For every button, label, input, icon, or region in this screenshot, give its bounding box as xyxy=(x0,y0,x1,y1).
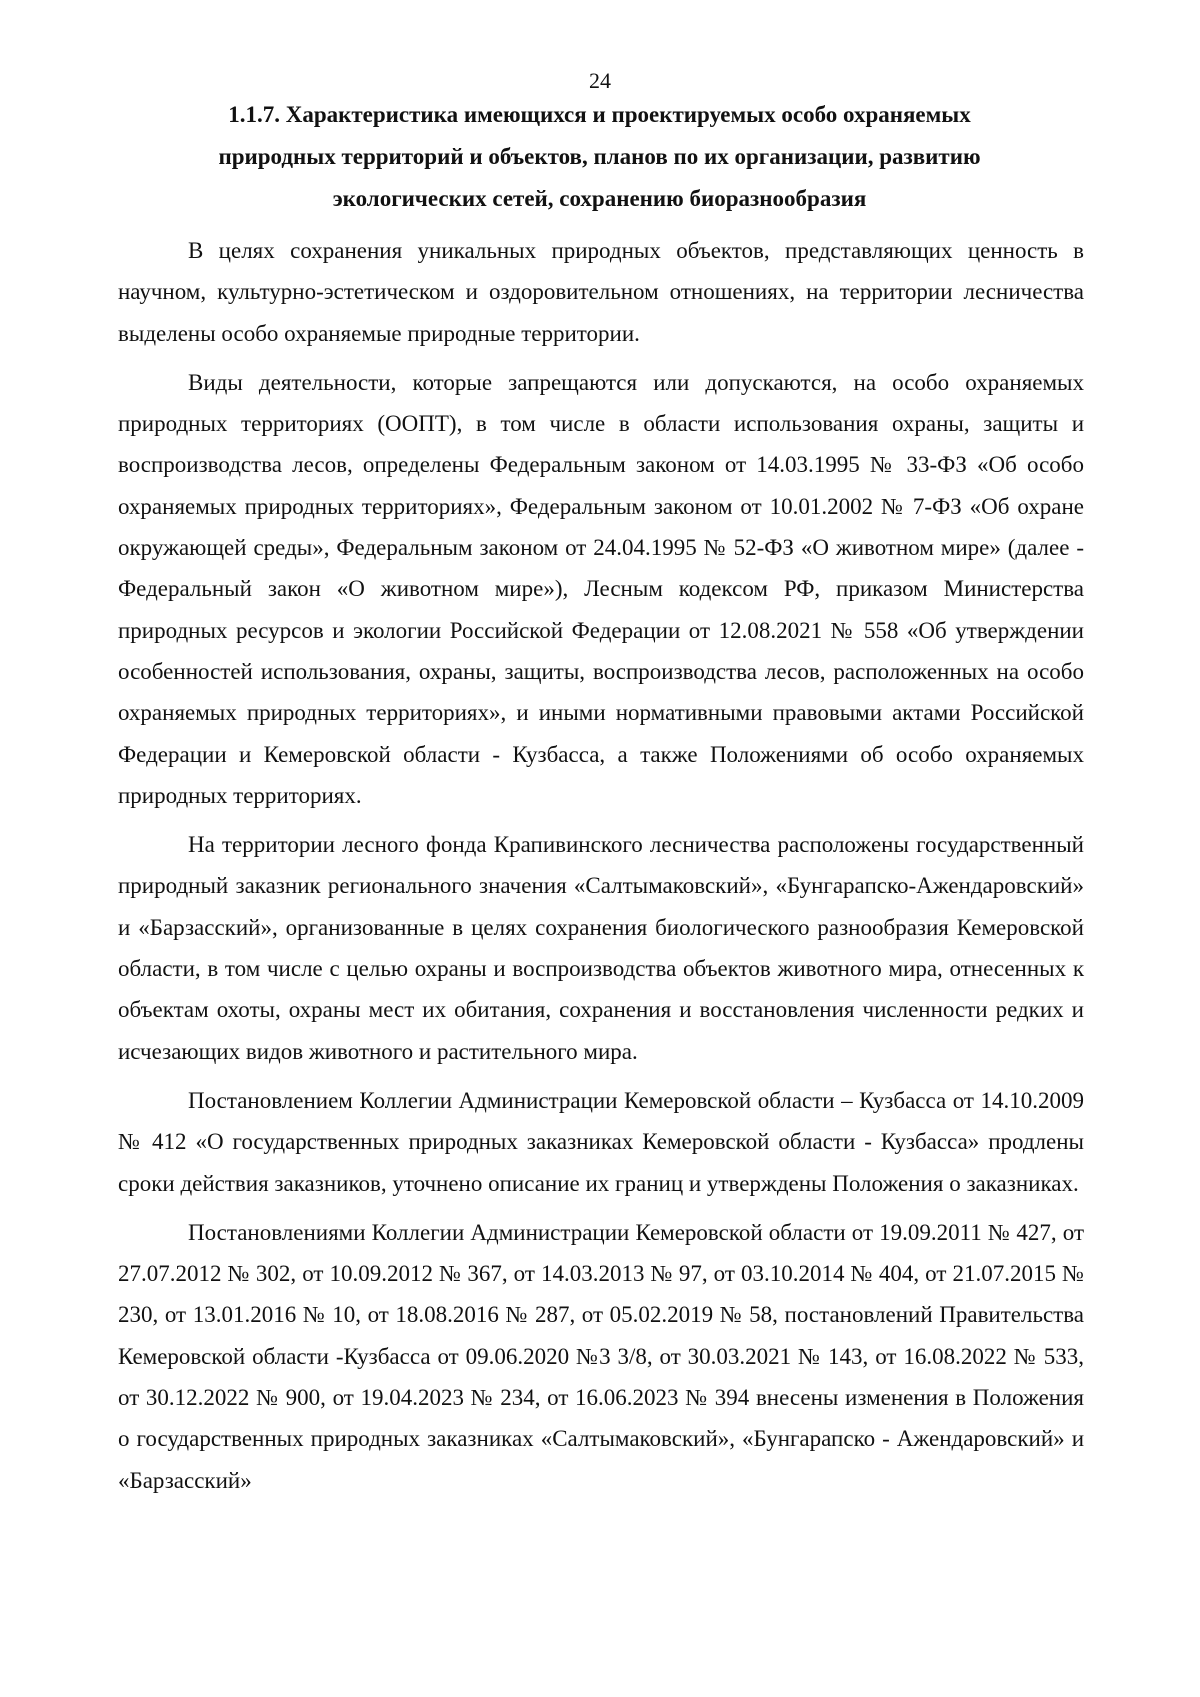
document-body xyxy=(118,230,1084,1509)
heading-line-1: 1.1.7. Характеристика имеющихся и проектируемых особо охраняемых xyxy=(228,102,971,127)
paragraph-reserves: На территории лесного фонда Крапивинского лесничества расположены государственный природный заказник регионального значения «Салтымаковский», «Бунгарапско-Ажендаровский» и «Барзасский», организованные в целях сохранения биологического разнообразия Кемеровской области, в том числе с целью охраны и воспроизводства объектов животного мира, отнесенных к объектам охоты, охраны мест их обитания, сохранения и восстановления численности редких и исчезающих видов животного и растительного мира. xyxy=(118,832,1084,1064)
heading-line-3: экологических сетей, сохранению биоразнообразия xyxy=(332,186,867,211)
heading-line-2: природных территорий и объектов, планов по их организации, развитию xyxy=(218,144,981,169)
paragraph-amendments: Постановлениями Коллегии Администрации Кемеровской области от 19.09.2011 № 427, от 27.07.2012 № 302, от 10.09.2012 № 367, от 14.03.2013 № 97, от 03.10.2014 № 404, от 21.07.2015 № 230, от 13.01.2016 № 10, от 18.08.2016 № 287, от 05.02.2019 № 58, постановлений Правительства Кемеровской области -Кузбасса от 09.06.2020 №3 3/8, от 30.03.2021 № 143, от 16.08.2022 № 533, от 30.12.2022 № 900, от 19.04.2023 № 234, от 16.06.2023 № 394 внесены изменения в Положения о государственных природных заказниках «Салтымаковский», «Бунгарапско - Ажендаровский» и «Барзасский» xyxy=(118,1219,1084,1493)
paragraph-resolution-2009: Постановлением Коллегии Администрации Кемеровской области – Кузбасса от 14.10.2009 № 412 «О государственных природных заказниках Кемеровской области - Кузбасса» продлены сроки действия заказников, уточнено описание их границ и утверждены Положения о заказниках. xyxy=(118,1087,1084,1196)
page-number: 24 xyxy=(589,68,611,93)
paragraph-legal-basis: Виды деятельности, которые запрещаются или допускаются, на особо охраняемых природных территориях (ООПТ), в том числе в области использования охраны, защиты и воспроизводства лесов, определены Федеральным законом от 14.03.1995 № 33-ФЗ «Об особо охраняемых природных территориях», Федеральным законом от 10.01.2002 № 7-ФЗ «Об охране окружающей среды», Федеральным законом от 24.04.1995 № 52-ФЗ «О животном мире» (далее - Федеральный закон «О животном мире»), Лесным кодексом РФ, приказом Министерства природных ресурсов и экологии Российской Федерации от 12.08.2021 № 558 «Об утверждении особенностей использования, охраны, защиты, воспроизводства лесов, расположенных на особо охраняемых природных территориях», и иными нормативными правовыми актами Российской Федерации и Кемеровской области - Кузбасса, а также Положениями об особо охраняемых природных территориях. xyxy=(118,369,1084,808)
section-heading xyxy=(118,94,1081,220)
paragraph-purpose: В целях сохранения уникальных природных объектов, представляющих ценность в научном, культурно-эстетическом и оздоровительном отношениях, на территории лесничества выделены особо охраняемые природные территории. xyxy=(118,238,1084,346)
